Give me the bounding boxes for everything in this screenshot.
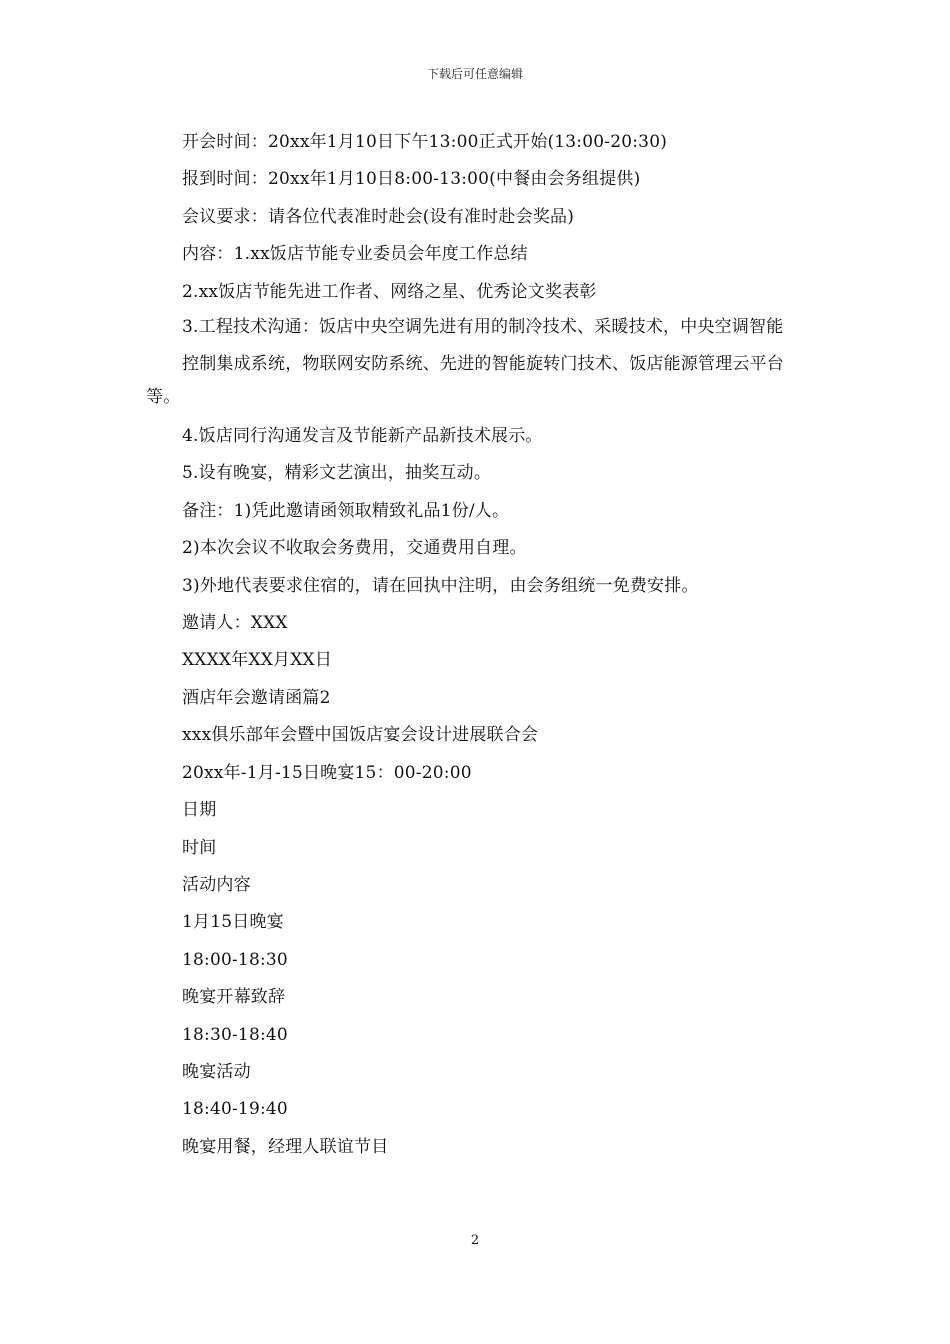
schedule-activity-cell: 晚宴开幕致辞: [182, 987, 286, 1008]
content-item-3-continued: 控制集成系统，物联网安防系统、先进的智能旋转门技术、饭店能源管理云平台等。: [146, 354, 784, 408]
content-item-4: 4.饭店同行沟通发言及节能新产品新技术展示。: [182, 426, 543, 447]
page-header: 下载后可任意编辑: [426, 67, 523, 81]
meeting-requirement-line: 会议要求：请各位代表准时赴会(设有准时赴会奖品): [182, 206, 575, 227]
content-item-3: 3.工程技术沟通：饭店中央空调先进有用的制冷技术、采暖技术，中央空调智能: [182, 317, 784, 338]
schedule-time-cell: 18:40-19:40: [182, 1099, 288, 1120]
schedule-time-cell: 18:30-18:40: [182, 1024, 288, 1045]
schedule-activity-cell: 晚宴活动: [182, 1061, 251, 1082]
schedule-date-cell: 1月15日晚宴: [182, 912, 284, 933]
schedule-activity-cell: 晚宴用餐，经理人联谊节目: [182, 1136, 389, 1157]
note-item-1: 备注：1)凭此邀请函领取精致礼品1份/人。: [182, 500, 510, 521]
note-item-3: 3)外地代表要求住宿的，请在回执中注明，由会务组统一免费安排。: [182, 575, 699, 596]
schedule-header-time: 时间: [182, 837, 217, 858]
page-number: 2: [470, 1233, 480, 1248]
section-title: 酒店年会邀请函篇2: [182, 687, 331, 708]
event-time: 20xx年-1月-15日晚宴15：00-20:00: [182, 762, 472, 783]
content-item-5: 5.设有晚宴，精彩文艺演出，抽奖互动。: [182, 463, 492, 484]
date-line: XXXX年XX月XX日: [182, 650, 333, 671]
schedule-header-activity: 活动内容: [182, 874, 251, 895]
content-item-1: 内容：1.xx饭店节能专业委员会年度工作总结: [182, 244, 528, 265]
content-item-2: 2.xx饭店节能先进工作者、网络之星、优秀论文奖表彰: [182, 281, 597, 302]
event-title: xxx俱乐部年会暨中国饭店宴会设计进展联合会: [182, 725, 539, 746]
registration-time-line: 报到时间：20xx年1月10日8:00-13:00(中餐由会务组提供): [182, 169, 641, 190]
schedule-header-date: 日期: [182, 800, 217, 821]
inviter-line: 邀请人：XXX: [182, 613, 288, 634]
note-item-2: 2)本次会议不收取会务费用，交通费用自理。: [182, 538, 527, 559]
meeting-time-line: 开会时间：20xx年1月10日下午13:00正式开始(13:00-20:30): [182, 132, 668, 152]
document-body: [146, 124, 810, 1166]
schedule-time-cell: 18:00-18:30: [182, 949, 288, 970]
